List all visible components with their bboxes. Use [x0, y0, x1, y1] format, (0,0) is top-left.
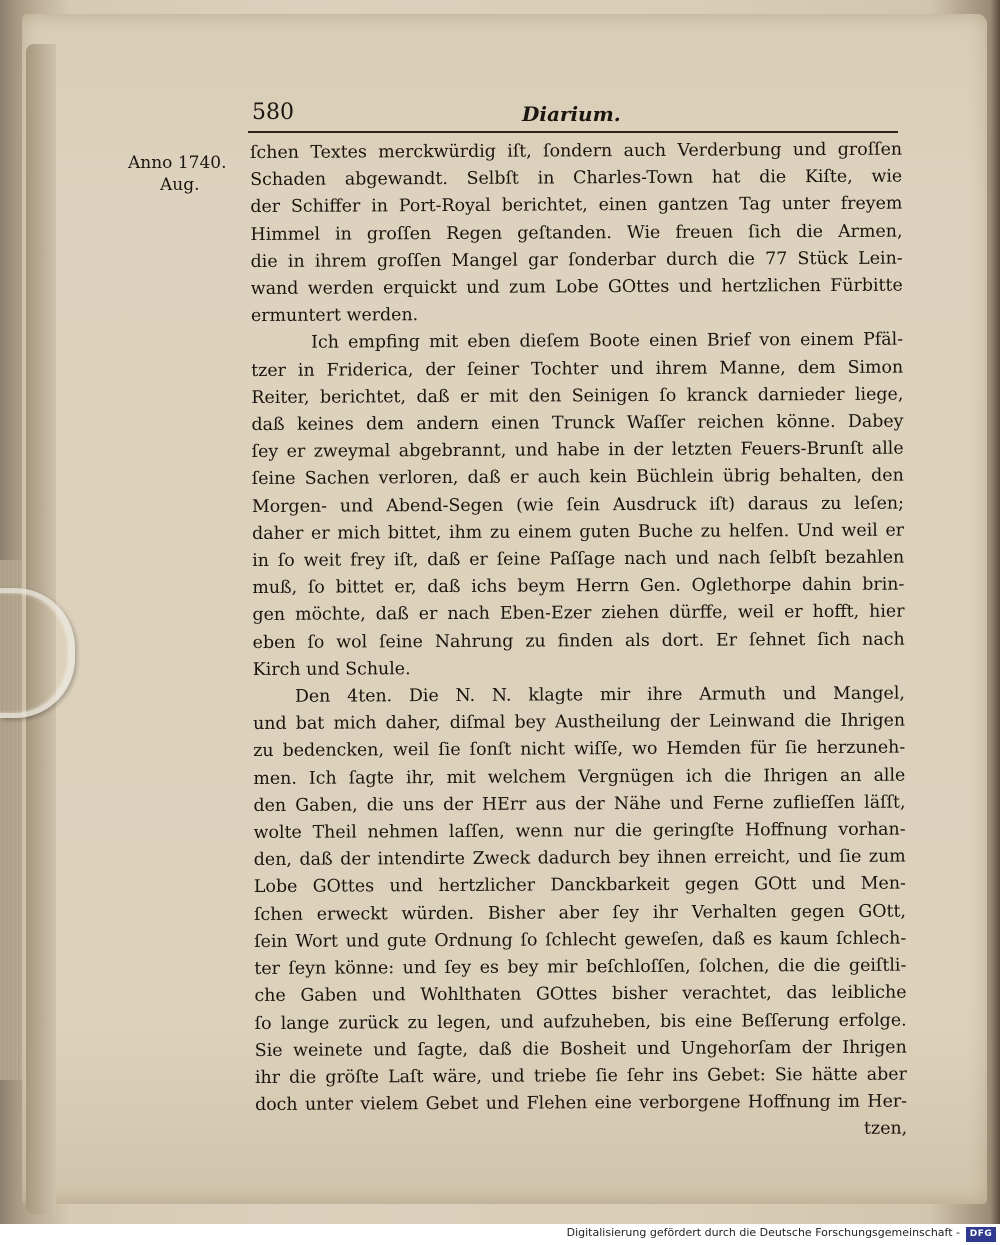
- text-line: Schaden abgewandt. Selbſt in Charles-Town hat die Kiſte, wie: [250, 166, 903, 191]
- text-line: tzer in Friderica, der ſeiner Tochter und ihrem Manne, dem Simon: [251, 357, 904, 381]
- running-head: Diarium.: [522, 102, 621, 126]
- text-line: che Gaben und Wohlthaten GOttes bisher verachtet, das leibliche: [254, 982, 907, 1007]
- text-line: Ich empfing mit eben dieſem Boote einen Brief von einem Pfäl-: [311, 330, 904, 354]
- catchword: tzen,: [863, 1118, 908, 1140]
- text-line: ter ſeyn könne: und ſey es bey mir beſchloſſen, ſolchen, die die geiſtli-: [254, 955, 907, 980]
- text-line: doch unter vielem Gebet und Flehen eine verborgene Hoffnung im Her-: [255, 1091, 908, 1116]
- text-line: Reiter, berichtet, daß er mit den Seinigen ſo kranck darnieder liege,: [251, 384, 904, 408]
- text-line: ihr die gröſte Laſt wäre, und triebe ſie ſehr ins Gebet: Sie hätte aber: [254, 1064, 907, 1088]
- text-line: in ſo weit frey iſt, daß er ſeine Paſſage nach und nach ſelbſt bezahlen: [252, 547, 905, 572]
- text-line: ſchen erweckt würden. Bisher aber ſey ihr Verhalten gegen GOtt,: [254, 901, 907, 925]
- dfg-logo-icon: DFG: [966, 1227, 996, 1242]
- text-line: ſein Wort und gute Ordnung ſo ſchlecht geweſen, daß es kaum ſchlech-: [254, 928, 907, 952]
- funding-credit: Digitalisierung gefördert durch die Deutsche Forschungsgemeinschaft -: [566, 1226, 960, 1239]
- body-text: [250, 137, 907, 1147]
- text-line: daher er mich bittet, ihm zu einem guten Buche zu helfen. Und weil er: [252, 520, 905, 544]
- text-line: eben ſo wol ſeine Nahrung zu finden als dort. Er ſehnet ſich nach: [252, 629, 905, 653]
- page-header: [250, 100, 900, 130]
- text-line: ſo lange zurück zu legen, und aufzuheben, bis eine Beſſerung erfolge.: [254, 1010, 907, 1034]
- text-line: muß, ſo bittet er, daß ichs beym Herrn Gen. Oglethorpe dahin brin-: [252, 574, 905, 599]
- text-line: ſeine Sachen verloren, daß er auch kein Büchlein übrig behalten, den: [251, 466, 904, 490]
- text-line: zu bedencken, weil ſie ſonſt nicht wiſſe, wo Hemden für ſie herzuneh-: [253, 738, 906, 762]
- margin-note-month: Aug.: [160, 175, 200, 195]
- text-line: der Schiffer in Port-Royal berichtet, einen gantzen Tag unter freyem: [250, 193, 903, 218]
- text-line: ſey er zweymal abgebrannt, und habe in der letzten Feuers-Brunſt alle: [251, 438, 904, 463]
- text-line: Sie weinete und ſagte, daß die Bosheit und Ungehorſam der Ihrigen: [254, 1037, 907, 1061]
- margin-note: [128, 152, 246, 196]
- text-line: den Gaben, die uns der HErr aus der Nähe und Ferne zuflieſſen läſſt,: [253, 792, 906, 816]
- text-line: men. Ich ſagte ihr, mit welchem Vergnügen ich die Ihrigen an alle: [253, 765, 906, 789]
- text-line: und bat mich daher, diſmal bey Austheilung der Leinwand die Ihrigen: [253, 710, 906, 735]
- text-line: Den 4ten. Die N. N. klagte mir ihre Armuth und Mangel,: [294, 683, 905, 707]
- text-line: die in ihrem groſſen Mangel gar ſonderbar durch die 77 Stück Lein-: [250, 248, 903, 272]
- text-line: ſchen Textes merckwürdig iſt, ſondern auch Verderbung und groſſen: [250, 139, 903, 163]
- page-number: 580: [252, 100, 294, 125]
- text-line: Kirch und Schule.: [252, 659, 411, 680]
- footer-bar: [0, 1224, 1000, 1245]
- text-line: gen möchte, daß er nach Eben-Ezer ziehen dürffe, weil er hofft, hier: [252, 602, 905, 626]
- margin-note-year: Anno 1740.: [128, 153, 227, 173]
- header-rule: [248, 131, 898, 133]
- text-line: Lobe GOttes und hertzlicher Danckbarkeit gegen GOtt und Men-: [253, 874, 906, 898]
- text-line: wolte Theil nehmen laſſen, wenn nur die geringſte Hoffnung vorhan-: [253, 819, 906, 844]
- text-line: daß keines dem andern einen Trunck Waſſer reichen könne. Dabey: [251, 411, 904, 436]
- text-line: den, daß der intendirte Zweck dadurch bey ihnen erreicht, und ſie zum: [253, 846, 906, 871]
- text-line: Morgen- und Abend-Segen (wie ſein Ausdruck iſt) daraus zu leſen;: [251, 493, 904, 517]
- text-line: ermuntert werden.: [250, 305, 419, 327]
- text-line: wand werden erquickt und zum Lobe GOttes und hertzlichen Fürbitte: [250, 275, 903, 300]
- text-line: Himmel in groſſen Regen geſtanden. Wie freuen ſich die Armen,: [250, 221, 903, 245]
